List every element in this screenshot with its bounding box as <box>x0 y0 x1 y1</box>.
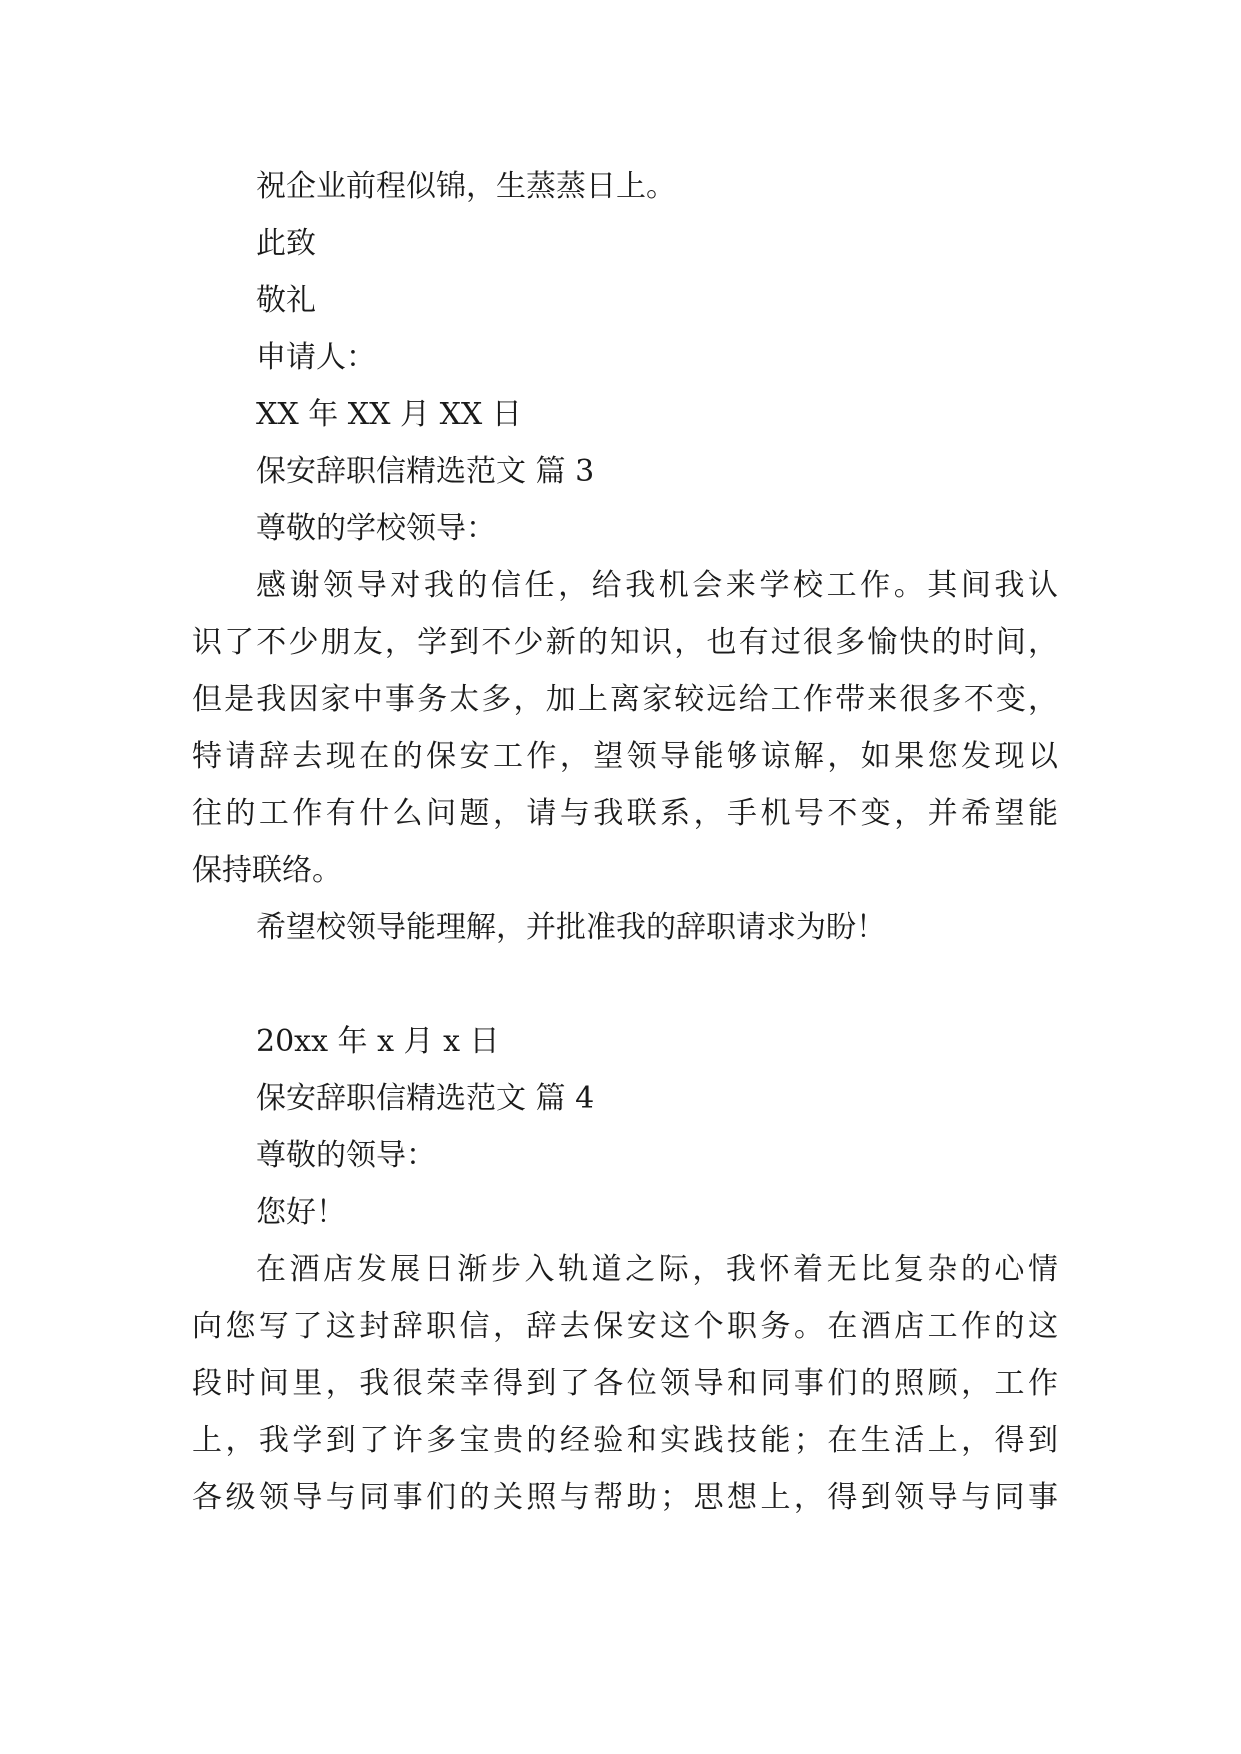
paragraph-line: 特请辞去现在的保安工作，望领导能够谅解，如果您发现以 <box>192 739 1058 774</box>
paragraph-line: 希望校领导能理解，并批准我的辞职请求为盼！ <box>256 910 886 945</box>
letter-hello: 您好！ <box>256 1195 346 1230</box>
letter-greeting: 尊敬的领导： <box>256 1138 436 1173</box>
paragraph-line: 上，我学到了许多宝贵的经验和实践技能；在生活上，得到 <box>192 1423 1058 1458</box>
paragraph-line: 段时间里，我很荣幸得到了各位领导和同事们的照顾，工作 <box>192 1366 1058 1401</box>
paragraph-line: 保持联络。 <box>192 853 342 888</box>
letter-date: 20xx 年 x 月 x 日 <box>256 1024 500 1059</box>
paragraph-line: 向您写了这封辞职信，辞去保安这个职务。在酒店工作的这 <box>192 1309 1058 1344</box>
closing-wish: 祝企业前程似锦，生蒸蒸日上。 <box>256 169 676 204</box>
section-heading-4: 保安辞职信精选范文 篇 4 <box>256 1081 595 1116</box>
paragraph-line: 各级领导与同事们的关照与帮助；思想上，得到领导与同事 <box>192 1480 1058 1515</box>
signature-date: XX 年 XX 月 XX 日 <box>256 397 522 432</box>
paragraph-line: 在酒店发展日渐步入轨道之际，我怀着无比复杂的心情 <box>256 1252 1058 1287</box>
paragraph-line: 往的工作有什么问题，请与我联系，手机号不变，并希望能 <box>192 796 1058 831</box>
section-heading-3: 保安辞职信精选范文 篇 3 <box>256 454 595 489</box>
letter-greeting: 尊敬的学校领导： <box>256 511 496 546</box>
paragraph-line: 感谢领导对我的信任，给我机会来学校工作。其间我认 <box>256 568 1058 603</box>
applicant-label: 申请人： <box>256 340 376 375</box>
closing-salutation: 此致 <box>256 226 316 261</box>
paragraph-line: 但是我因家中事务太多，加上离家较远给工作带来很多不变， <box>192 682 1058 717</box>
closing-regards: 敬礼 <box>256 283 316 318</box>
paragraph-line: 识了不少朋友，学到不少新的知识，也有过很多愉快的时间， <box>192 625 1058 660</box>
